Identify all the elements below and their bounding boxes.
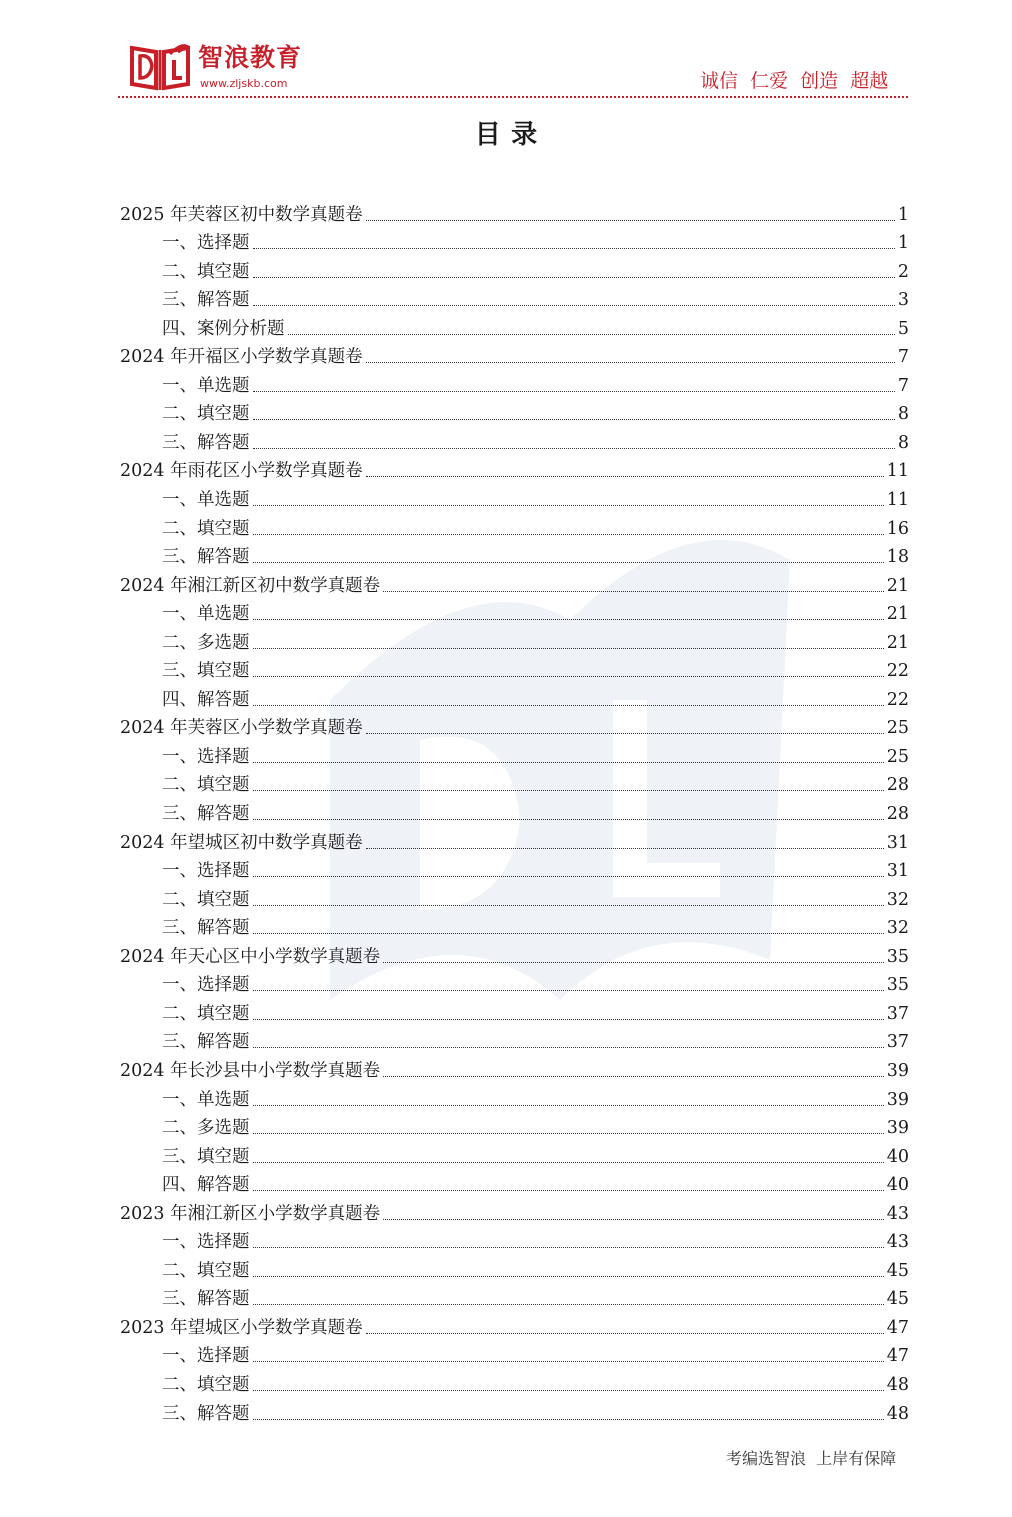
toc-entry-label: 2024 年湘江新区初中数学真题卷 [120, 575, 381, 596]
toc-entry-section[interactable] [120, 1025, 909, 1054]
footer-tagline: 考编选智浪 上岸有保障 [726, 1449, 897, 1468]
toc-entry-label: 四、解答题 [162, 689, 250, 710]
toc-entry-page-number: 2 [897, 261, 909, 282]
toc-dot-leader [253, 1190, 884, 1191]
toc-entry-section[interactable] [120, 654, 909, 683]
toc-entry-page-number: 21 [886, 604, 909, 625]
toc-entry-paper[interactable] [120, 1196, 909, 1225]
toc-entry-section[interactable] [120, 1367, 909, 1396]
toc-dot-leader [253, 619, 884, 620]
toc-dot-leader [383, 962, 884, 963]
header-divider [118, 96, 908, 98]
toc-entry-label: 2024 年芙蓉区小学数学真题卷 [120, 718, 363, 739]
toc-entry-section[interactable] [120, 1111, 909, 1140]
toc-entry-label: 一、选择题 [162, 233, 250, 254]
book-logo-icon [126, 40, 194, 92]
toc-entry-label: 三、解答题 [162, 547, 250, 568]
toc-entry-label: 三、填空题 [162, 1146, 250, 1167]
toc-entry-page-number: 11 [886, 490, 909, 511]
toc-entry-section[interactable] [120, 882, 909, 911]
toc-entry-label: 四、案例分析题 [162, 318, 285, 339]
toc-entry-page-number: 39 [886, 1118, 909, 1139]
table-of-contents [120, 197, 909, 1425]
toc-dot-leader [253, 819, 884, 820]
toc-entry-label: 二、多选题 [162, 1118, 250, 1139]
toc-entry-page-number: 21 [886, 575, 909, 596]
header-slogan: 诚信 仁爱 创造 超越 [700, 70, 889, 92]
toc-entry-label: 二、填空题 [162, 404, 250, 425]
toc-dot-leader [253, 1390, 884, 1391]
toc-entry-label: 二、多选题 [162, 632, 250, 653]
toc-dot-leader [383, 591, 884, 592]
toc-dot-leader [366, 733, 884, 734]
toc-entry-page-number: 39 [886, 1060, 909, 1081]
toc-dot-leader [253, 876, 884, 877]
toc-entry-label: 二、填空题 [162, 1260, 250, 1281]
toc-entry-label: 2024 年开福区小学数学真题卷 [120, 347, 363, 368]
page-header [0, 0, 1012, 100]
toc-entry-page-number: 40 [886, 1146, 909, 1167]
toc-entry-label: 四、解答题 [162, 1175, 250, 1196]
toc-dot-leader [253, 762, 884, 763]
toc-entry-paper[interactable] [120, 825, 909, 854]
toc-entry-page-number: 25 [886, 746, 909, 767]
toc-dot-leader [366, 362, 895, 363]
toc-entry-label: 2023 年望城区小学数学真题卷 [120, 1317, 363, 1338]
toc-entry-page-number: 1 [897, 204, 909, 225]
toc-entry-page-number: 22 [886, 661, 909, 682]
toc-entry-page-number: 8 [897, 432, 909, 453]
toc-dot-leader [253, 705, 884, 706]
toc-dot-leader [366, 1333, 884, 1334]
toc-entry-page-number: 35 [886, 946, 909, 967]
toc-dot-leader [253, 534, 884, 535]
toc-dot-leader [253, 1019, 884, 1020]
toc-entry-page-number: 45 [886, 1289, 909, 1310]
toc-entry-page-number: 43 [886, 1203, 909, 1224]
toc-entry-paper[interactable] [120, 939, 909, 968]
toc-dot-leader [366, 848, 884, 849]
toc-entry-section[interactable] [120, 1282, 909, 1311]
toc-entry-page-number: 16 [886, 518, 909, 539]
toc-entry-page-number: 40 [886, 1175, 909, 1196]
toc-entry-page-number: 31 [886, 832, 909, 853]
toc-entry-section[interactable] [120, 1082, 909, 1111]
toc-entry-page-number: 5 [897, 318, 909, 339]
toc-dot-leader [253, 648, 884, 649]
toc-entry-page-number: 48 [886, 1403, 909, 1424]
toc-dot-leader [253, 1047, 884, 1048]
toc-dot-leader [383, 1219, 884, 1220]
toc-dot-leader [253, 1105, 884, 1106]
toc-entry-label: 二、填空题 [162, 518, 250, 539]
toc-entry-page-number: 47 [886, 1346, 909, 1367]
toc-entry-label: 二、填空题 [162, 889, 250, 910]
toc-entry-label: 一、选择题 [162, 861, 250, 882]
brand-name: 智浪教育 [198, 43, 303, 72]
toc-dot-leader [253, 277, 895, 278]
toc-entry-page-number: 7 [897, 347, 909, 368]
toc-entry-label: 二、填空题 [162, 775, 250, 796]
toc-dot-leader [253, 248, 895, 249]
toc-entry-label: 三、填空题 [162, 661, 250, 682]
toc-entry-section[interactable] [120, 540, 909, 569]
toc-entry-page-number: 43 [886, 1232, 909, 1253]
toc-entry-section[interactable] [120, 1225, 909, 1254]
toc-entry-section[interactable] [120, 911, 909, 940]
toc-entry-label: 一、选择题 [162, 1232, 250, 1253]
toc-entry-section[interactable] [120, 796, 909, 825]
toc-entry-page-number: 47 [886, 1317, 909, 1338]
toc-dot-leader [253, 933, 884, 934]
toc-entry-page-number: 25 [886, 718, 909, 739]
toc-entry-section[interactable] [120, 254, 909, 283]
toc-dot-leader [366, 220, 895, 221]
toc-dot-leader [253, 419, 895, 420]
toc-entry-page-number: 18 [886, 547, 909, 568]
toc-entry-paper[interactable] [120, 1053, 909, 1082]
toc-entry-page-number: 22 [886, 689, 909, 710]
toc-entry-label: 2024 年望城区初中数学真题卷 [120, 832, 363, 853]
toc-entry-label: 2024 年长沙县中小学数学真题卷 [120, 1060, 381, 1081]
toc-dot-leader [253, 1304, 884, 1305]
toc-entry-section[interactable] [120, 311, 909, 340]
toc-entry-label: 二、填空题 [162, 1003, 250, 1024]
toc-entry-label: 二、填空题 [162, 261, 250, 282]
toc-entry-page-number: 31 [886, 861, 909, 882]
toc-entry-section[interactable] [120, 1253, 909, 1282]
toc-dot-leader [366, 476, 884, 477]
toc-entry-page-number: 21 [886, 632, 909, 653]
toc-entry-paper[interactable] [120, 711, 909, 740]
toc-entry-page-number: 28 [886, 804, 909, 825]
toc-entry-page-number: 8 [897, 404, 909, 425]
toc-entry-section[interactable] [120, 768, 909, 797]
toc-entry-page-number: 7 [897, 375, 909, 396]
toc-entry-section[interactable] [120, 511, 909, 540]
toc-entry-label: 三、解答题 [162, 1403, 250, 1424]
toc-entry-section[interactable] [120, 996, 909, 1025]
toc-entry-label: 二、填空题 [162, 1374, 250, 1395]
toc-dot-leader [253, 505, 884, 506]
toc-dot-leader [253, 448, 895, 449]
toc-entry-paper[interactable] [120, 340, 909, 369]
toc-entry-page-number: 3 [897, 290, 909, 311]
toc-dot-leader [253, 990, 884, 991]
toc-entry-section[interactable] [120, 397, 909, 426]
brand-url: www.zljskb.com [200, 77, 288, 90]
toc-entry-label: 三、解答题 [162, 804, 250, 825]
toc-entry-section[interactable] [120, 968, 909, 997]
toc-entry-section[interactable] [120, 425, 909, 454]
toc-entry-section[interactable] [120, 854, 909, 883]
page-title: 目录 [474, 120, 548, 150]
toc-entry-paper[interactable] [120, 1310, 909, 1339]
toc-entry-section[interactable] [120, 1139, 909, 1168]
toc-dot-leader [383, 1076, 884, 1077]
toc-entry-section[interactable] [120, 625, 909, 654]
toc-entry-label: 三、解答题 [162, 1289, 250, 1310]
toc-entry-label: 一、单选题 [162, 1089, 250, 1110]
toc-entry-page-number: 32 [886, 918, 909, 939]
toc-dot-leader [253, 562, 884, 563]
toc-entry-page-number: 45 [886, 1260, 909, 1281]
toc-entry-paper[interactable] [120, 197, 909, 226]
toc-entry-section[interactable] [120, 283, 909, 312]
toc-entry-label: 一、单选题 [162, 604, 250, 625]
toc-dot-leader [253, 1133, 884, 1134]
toc-entry-label: 2025 年芙蓉区初中数学真题卷 [120, 204, 363, 225]
toc-entry-page-number: 39 [886, 1089, 909, 1110]
toc-dot-leader [253, 391, 895, 392]
toc-dot-leader [253, 1276, 884, 1277]
toc-entry-label: 一、选择题 [162, 975, 250, 996]
toc-dot-leader [253, 1419, 884, 1420]
toc-entry-section[interactable] [120, 597, 909, 626]
toc-entry-section[interactable] [120, 739, 909, 768]
toc-dot-leader [253, 1162, 884, 1163]
toc-dot-leader [253, 1247, 884, 1248]
toc-entry-section[interactable] [120, 1339, 909, 1368]
toc-dot-leader [288, 334, 895, 335]
toc-entry-label: 2024 年天心区中小学数学真题卷 [120, 946, 381, 967]
toc-entry-section[interactable] [120, 682, 909, 711]
toc-entry-paper[interactable] [120, 454, 909, 483]
toc-entry-label: 一、单选题 [162, 375, 250, 396]
toc-entry-label: 一、选择题 [162, 1346, 250, 1367]
toc-entry-section[interactable] [120, 1396, 909, 1425]
toc-dot-leader [253, 676, 884, 677]
toc-entry-page-number: 37 [886, 1003, 909, 1024]
toc-entry-page-number: 28 [886, 775, 909, 796]
toc-entry-label: 2024 年雨花区小学数学真题卷 [120, 461, 363, 482]
toc-entry-label: 2023 年湘江新区小学数学真题卷 [120, 1203, 381, 1224]
toc-entry-page-number: 48 [886, 1374, 909, 1395]
toc-entry-page-number: 37 [886, 1032, 909, 1053]
toc-entry-page-number: 35 [886, 975, 909, 996]
toc-entry-label: 三、解答题 [162, 290, 250, 311]
toc-entry-label: 三、解答题 [162, 1032, 250, 1053]
toc-entry-label: 三、解答题 [162, 918, 250, 939]
toc-entry-section[interactable] [120, 368, 909, 397]
toc-dot-leader [253, 305, 895, 306]
toc-entry-section[interactable] [120, 1168, 909, 1197]
toc-entry-section[interactable] [120, 482, 909, 511]
toc-entry-page-number: 32 [886, 889, 909, 910]
toc-entry-section[interactable] [120, 226, 909, 255]
toc-dot-leader [253, 905, 884, 906]
toc-entry-label: 一、单选题 [162, 490, 250, 511]
toc-dot-leader [253, 1361, 884, 1362]
toc-entry-paper[interactable] [120, 568, 909, 597]
toc-entry-label: 三、解答题 [162, 432, 250, 453]
toc-entry-label: 一、选择题 [162, 746, 250, 767]
toc-entry-page-number: 11 [886, 461, 909, 482]
toc-entry-page-number: 1 [897, 233, 909, 254]
toc-dot-leader [253, 790, 884, 791]
